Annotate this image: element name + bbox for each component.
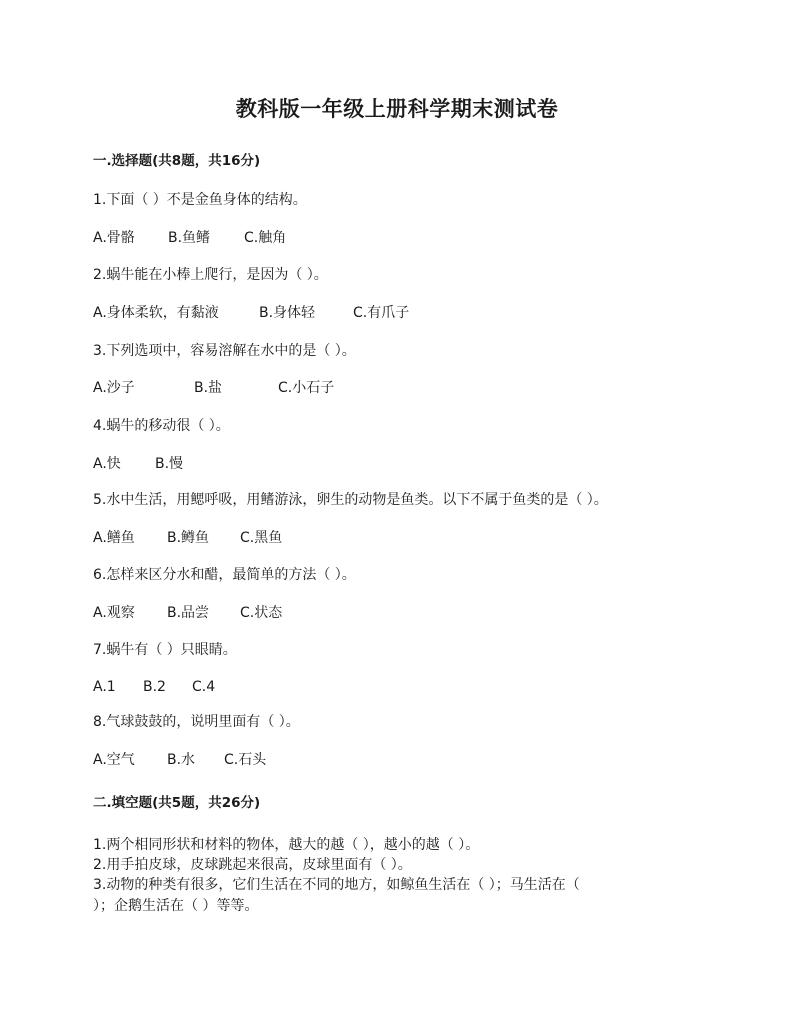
question-1-options [93, 229, 286, 247]
option: B.鳟鱼 [167, 530, 210, 546]
question-6: 6.怎样来区分水和醋，最简单的方法（ ）。 [93, 567, 356, 583]
fill-line-2: 2.用手拍皮球，皮球跳起来很高，皮球里面有（ ）。 [93, 857, 412, 873]
option: C.触角 [244, 230, 287, 246]
fill-line-4: ）；企鹅生活在（ ）等等。 [93, 898, 259, 914]
question-7-options [93, 678, 215, 696]
question-8-options [93, 751, 266, 769]
option: A.快 [93, 456, 121, 472]
question-1: 1.下面（ ）不是金鱼身体的结构。 [93, 192, 307, 208]
question-2: 2.蜗牛能在小棒上爬行，是因为（ ）。 [93, 267, 328, 283]
section-heading-choice: 一.选择题(共8题，共16分) [93, 153, 261, 169]
option: B.慢 [155, 456, 184, 472]
question-3-options [93, 379, 334, 397]
option: C.状态 [240, 605, 283, 621]
page-title: 教科版一年级上册科学期末测试卷 [235, 97, 559, 121]
option: C.黑鱼 [240, 530, 283, 546]
option: B.盐 [194, 380, 223, 396]
option: A.观察 [93, 605, 135, 621]
question-6-options [93, 604, 282, 622]
option: B.鱼鳍 [168, 230, 211, 246]
option: C.4 [192, 679, 216, 695]
fill-line-1: 1.两个相同形状和材料的物体，越大的越（ ），越小的越（ ）。 [93, 837, 480, 853]
question-2-options [93, 304, 409, 322]
question-5: 5.水中生活，用鳃呼吸，用鳍游泳，卵生的动物是鱼类。以下不属于鱼类的是（ ）。 [93, 492, 608, 508]
option: B.水 [167, 752, 196, 768]
fill-line-3: 3.动物的种类有很多，它们生活在不同的地方，如鲸鱼生活在（ ）；马生活在（ [93, 877, 580, 893]
option: A.身体柔软，有黏液 [93, 305, 219, 321]
section-heading-fill: 二.填空题(共5题，共26分) [93, 795, 261, 811]
option: C.石头 [224, 752, 267, 768]
option: A.空气 [93, 752, 135, 768]
option: A.沙子 [93, 380, 135, 396]
option: A.1 [93, 679, 116, 695]
option: C.有爪子 [353, 305, 410, 321]
option: B.身体轻 [259, 305, 316, 321]
question-8: 8.气球鼓鼓的，说明里面有（ ）。 [93, 714, 300, 730]
question-4: 4.蜗牛的移动很（ ）。 [93, 418, 230, 434]
option: B.品尝 [167, 605, 210, 621]
option: A.骨骼 [93, 230, 135, 246]
question-7: 7.蜗牛有（ ）只眼睛。 [93, 642, 237, 658]
question-3: 3.下列选项中，容易溶解在水中的是（ ）。 [93, 343, 356, 359]
option: B.2 [143, 679, 166, 695]
option: A.鳝鱼 [93, 530, 135, 546]
question-5-options [93, 529, 282, 547]
option: C.小石子 [278, 380, 335, 396]
question-4-options [93, 455, 183, 473]
